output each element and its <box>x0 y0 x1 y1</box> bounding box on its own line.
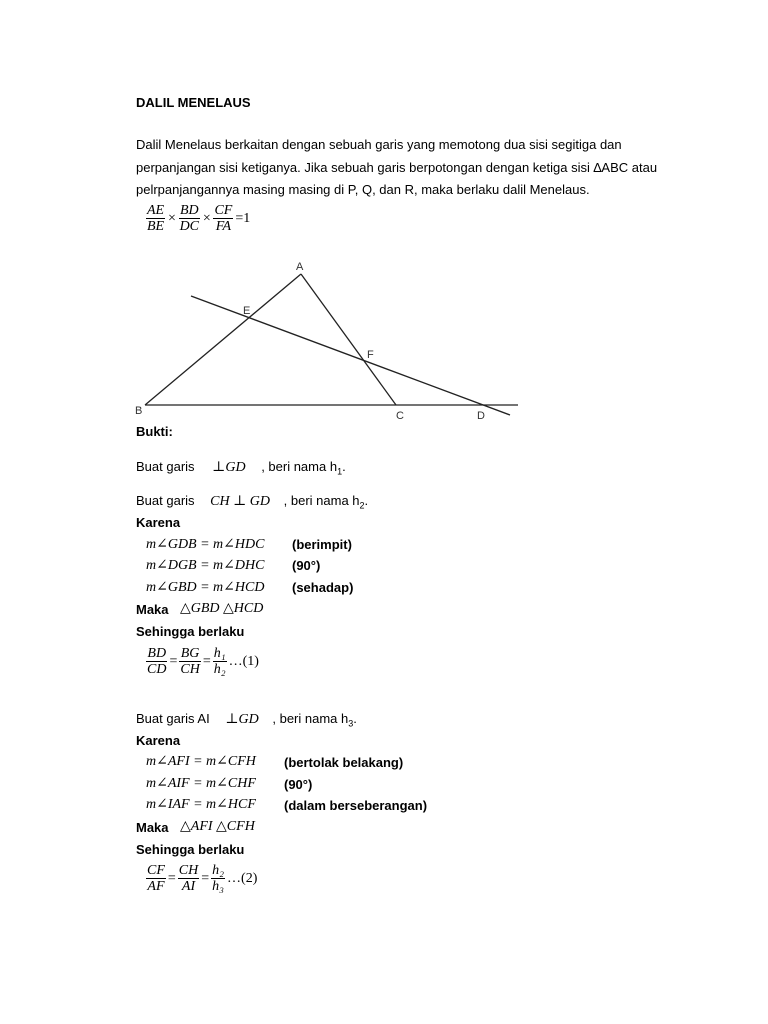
transversal-line <box>191 296 510 415</box>
step-1-end: . <box>342 459 346 474</box>
step-3-prefix: Buat garis AI <box>136 711 210 726</box>
label-e: E <box>243 305 251 317</box>
step-2-math: CH ⊥ GD <box>210 494 271 509</box>
label-d: D <box>477 410 485 422</box>
step-1-math: ⊥GD <box>212 460 246 475</box>
step-2-prefix: Buat garis <box>136 493 195 508</box>
fraction-bg-ch: $\frac{BG}{CH}$ <box>180 646 200 677</box>
sehingga-1: Sehingga berlaku <box>136 624 245 639</box>
step-1-sub: 1 <box>337 466 343 477</box>
note-bertolak-belakang: (bertolak belakang) <box>284 755 404 770</box>
fraction-bd-cd: $\frac{BD}{CD}$ <box>147 646 167 677</box>
fraction-ch-ai: $\frac{CH}{AI}$ <box>178 863 199 894</box>
step-3-math: ⊥GD <box>225 712 259 727</box>
fraction-h2-h3: $\frac{\text{h₂}}{\text{h₃}}$ <box>212 863 225 894</box>
karena-1: Karena <box>136 515 181 530</box>
step-1-prefix: Buat garis <box>136 459 195 474</box>
step-3 <box>136 711 357 732</box>
intro-line-3: pelrpanjangannya masing masing di P, Q, dan R, maka berlaku dalil Menelaus. <box>136 182 590 197</box>
sehingga-2: Sehingga berlaku <box>136 842 245 857</box>
ratio-equation-2 <box>146 863 259 894</box>
label-b: B <box>135 405 143 417</box>
step-1 <box>136 459 346 480</box>
side-ab <box>145 274 301 405</box>
equation-tag-2: …(2) <box>227 870 258 886</box>
times-sign: × <box>202 210 212 226</box>
eq-gdb-hdc: m∠GDB = m∠HDC <box>146 537 265 552</box>
note-90-1: (90°) <box>292 558 321 573</box>
intro-line-2: perpanjangan sisi ketiganya. Jika sebuah garis berpotongan dengan ketiga sisi ∆ABC atau <box>136 159 658 175</box>
eq-aif-chf: m∠AIF = m∠CHF <box>146 776 256 791</box>
proof-heading: Bukti: <box>136 424 173 439</box>
eq-iaf-hcf: m∠IAF = m∠HCF <box>146 797 256 812</box>
maka-2: Maka <box>136 820 169 835</box>
step-2-sub: 2 <box>359 500 365 511</box>
step-3-end: . <box>353 711 357 726</box>
times-sign: × <box>167 210 177 226</box>
label-c: C <box>396 410 404 422</box>
equals-sign: = <box>202 653 211 669</box>
step-2 <box>136 493 368 514</box>
step-1-suffix: , beri nama h <box>261 459 338 474</box>
intro-line-1: Dalil Menelaus berkaitan dengan sebuah garis yang memotong dua sisi segitiga dan <box>136 137 622 152</box>
step-2-end: . <box>364 493 369 508</box>
equation-tag-1: …(1) <box>228 653 259 669</box>
note-90-2: (90°) <box>284 777 313 792</box>
maka-1: Maka <box>136 602 169 617</box>
note-berimpit: (berimpit) <box>292 537 352 552</box>
eq-afi-cfh: m∠AFI = m∠CFH <box>146 754 256 769</box>
eq-gbd-hcd: m∠GBD = m∠HCD <box>146 580 265 595</box>
karena-2: Karena <box>136 733 181 748</box>
step-3-suffix: , beri nama h <box>272 711 349 726</box>
similar-afi-cfh: △AFI △CFH <box>180 819 255 834</box>
fraction-cf-af: $\frac{CF}{AF}$ <box>147 863 165 894</box>
eq-dgb-dhc: m∠DGB = m∠DHC <box>146 558 265 573</box>
note-sehadap: (sehadap) <box>292 580 354 595</box>
menelaus-diagram <box>0 0 768 440</box>
formula-result: =1 <box>235 210 251 226</box>
fraction-ae-be: $\frac{AE}{BE}$ <box>147 203 165 234</box>
equals-sign: = <box>167 870 176 886</box>
step-3-sub: 3 <box>348 718 354 729</box>
fraction-h1-h2: $\frac{\text{h₁}}{\text{h₂}}$ <box>213 646 226 677</box>
fraction-cf-fa: $\frac{CF}{FA}$ <box>214 203 233 234</box>
ratio-equation-1 <box>146 646 261 677</box>
similar-gbd-hcd: △GBD △HCD <box>180 601 264 616</box>
fraction-bd-dc: $\frac{BD}{DC}$ <box>179 203 200 234</box>
page-title: DALIL MENELAUS <box>136 95 251 110</box>
equals-sign: = <box>169 653 178 669</box>
equals-sign: = <box>201 870 210 886</box>
note-dalam-berseberangan: (dalam berseberangan) <box>284 798 428 813</box>
label-a: A <box>296 261 304 273</box>
step-2-suffix: , beri nama h <box>283 493 360 508</box>
side-ac <box>301 274 396 405</box>
label-f: F <box>367 349 374 361</box>
